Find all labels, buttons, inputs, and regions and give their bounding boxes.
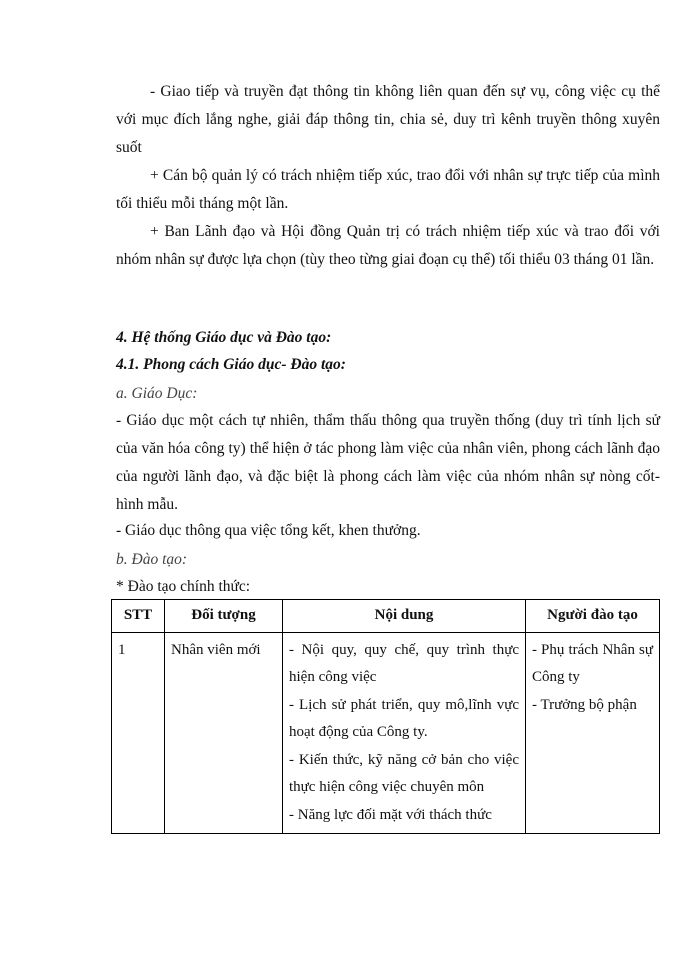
paragraph-education: - Giáo dục một cách tự nhiên, thẩm thấu thông qua truyền thống (duy trì tính lịch sử của văn hóa công ty) thể hiện ở tác phong làm việc của nhân viên, phong cách lãnh đạo của người lãnh đạo, và đặc biệt là phong cách làm việc của nhóm nhân sự nòng cốt- hình mẫu.: [116, 412, 660, 513]
training-table: [111, 599, 660, 834]
content-item: - Lịch sử phát triển, quy mô,lĩnh vực hoạt động của Công ty.: [289, 696, 519, 740]
header-noi-dung: Nội dung: [283, 600, 526, 633]
formal-training-intro: * Đào tạo chính thức:: [116, 578, 251, 595]
content-item: - Kiến thức, kỹ năng cở bản cho việc thực hiện công việc chuyên môn: [289, 751, 519, 795]
table-header-row: [112, 600, 660, 633]
header-stt: STT: [112, 600, 165, 633]
table-row: [112, 632, 660, 834]
trainer-item: - Trưởng bộ phận: [532, 696, 637, 713]
subsection-b-label: b. Đào tạo:: [116, 551, 188, 568]
trainer-item: - Phụ trách Nhân sự Công ty: [532, 641, 653, 685]
section-heading: 4. Hệ thống Giáo dục và Đào tạo:: [116, 329, 332, 346]
paragraph-education-rewards: - Giáo dục thông qua việc tổng kết, khen thưởng.: [116, 522, 421, 539]
paragraph-communication: - Giao tiếp và truyền đạt thông tin không liên quan đến sự vụ, công việc cụ thể với mục đích lắng nghe, giải đáp thông tin, chia sẻ, duy trì kênh truyền thông xuyên suốt: [116, 83, 660, 156]
content-item: - Năng lực đối mặt với thách thức: [289, 806, 492, 823]
cell-stt: 1: [112, 632, 165, 834]
subsection-a-label: a. Giáo Dục:: [116, 385, 198, 402]
cell-noi-dung: [283, 632, 526, 834]
paragraph-manager-contact: + Cán bộ quản lý có trách nhiệm tiếp xúc, trao đổi với nhân sự trực tiếp của mình tối thiểu mỗi tháng một lần.: [116, 167, 660, 212]
paragraph-board-contact: + Ban Lãnh đạo và Hội đồng Quản trị có trách nhiệm tiếp xúc và trao đổi với nhóm nhân sự được lựa chọn (tùy theo từng giai đoạn cụ thể) tối thiểu 03 tháng 01 lần.: [116, 223, 660, 268]
cell-nguoi-dao-tao: [526, 632, 660, 834]
header-doi-tuong: Đối tượng: [165, 600, 283, 633]
cell-doi-tuong: Nhân viên mới: [165, 632, 283, 834]
content-item: - Nội quy, quy chế, quy trình thực hiện công việc: [289, 641, 519, 685]
header-nguoi-dao-tao: Người đào tạo: [526, 600, 660, 633]
section-subheading: 4.1. Phong cách Giáo dục- Đào tạo:: [116, 356, 346, 373]
